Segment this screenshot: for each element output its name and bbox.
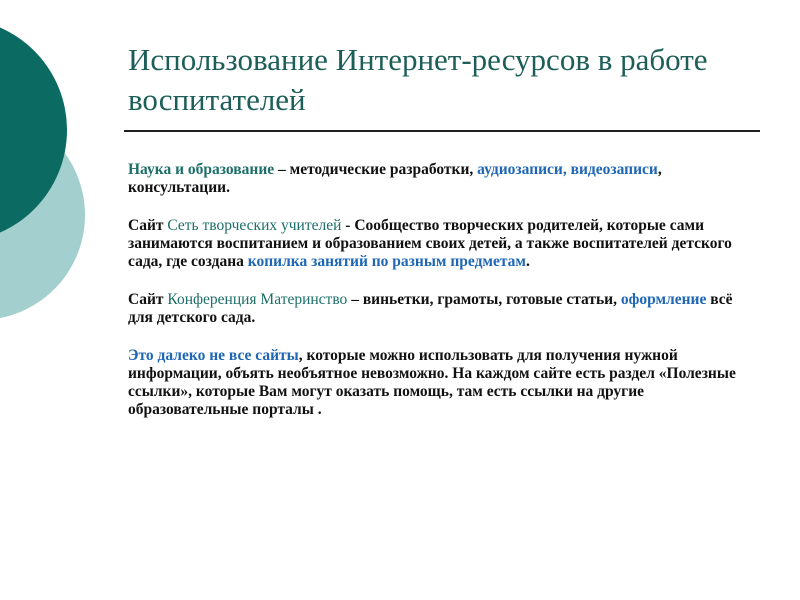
decorative-circles: [0, 0, 120, 340]
link-lesson-collection[interactable]: копилка занятий по разным предметам: [247, 253, 526, 270]
paragraph-motherhood-conference: [128, 291, 753, 327]
link-science-education[interactable]: Наука и образование: [128, 161, 275, 178]
paragraph-science-education: [128, 161, 753, 197]
link-creative-teachers-network[interactable]: Сеть творческих учителей: [167, 217, 342, 234]
link-design[interactable]: оформление: [620, 291, 707, 308]
paragraph-creative-teachers: [128, 217, 753, 271]
slide-title: Использование Интернет-ресурсов в работе воспитателей: [128, 42, 708, 117]
paragraph-conclusion: [128, 347, 753, 419]
text: Сайт: [128, 291, 168, 308]
text: всё для детского сада.: [128, 291, 733, 326]
link-audio-video[interactable]: аудиозаписи, видеозаписи: [477, 161, 658, 178]
text: – виньетки, грамоты, готовые статьи,: [347, 291, 621, 308]
text: - Сообщество творческих родителей, которые сами занимаются воспитанием и образованием своих детей, а также воспитателей детского сада, где создана: [128, 217, 732, 270]
slide-body: [128, 161, 753, 439]
text: – методические разработки,: [274, 161, 478, 178]
link-not-all-sites[interactable]: Это далеко не все сайты: [128, 347, 299, 364]
text: Сайт: [128, 217, 168, 234]
link-motherhood-conference[interactable]: Конференция Материнство: [167, 291, 348, 308]
title-divider: [124, 130, 760, 132]
text: , консультации.: [128, 161, 662, 196]
text: .: [526, 253, 530, 270]
text: , которые можно использовать для получения нужной информации, объять необъятное невозможно. На каждом сайте есть раздел «Полезные ссылки», которые Вам могут оказать помощь, там есть ссылки на другие образовательные порталы .: [128, 347, 736, 418]
